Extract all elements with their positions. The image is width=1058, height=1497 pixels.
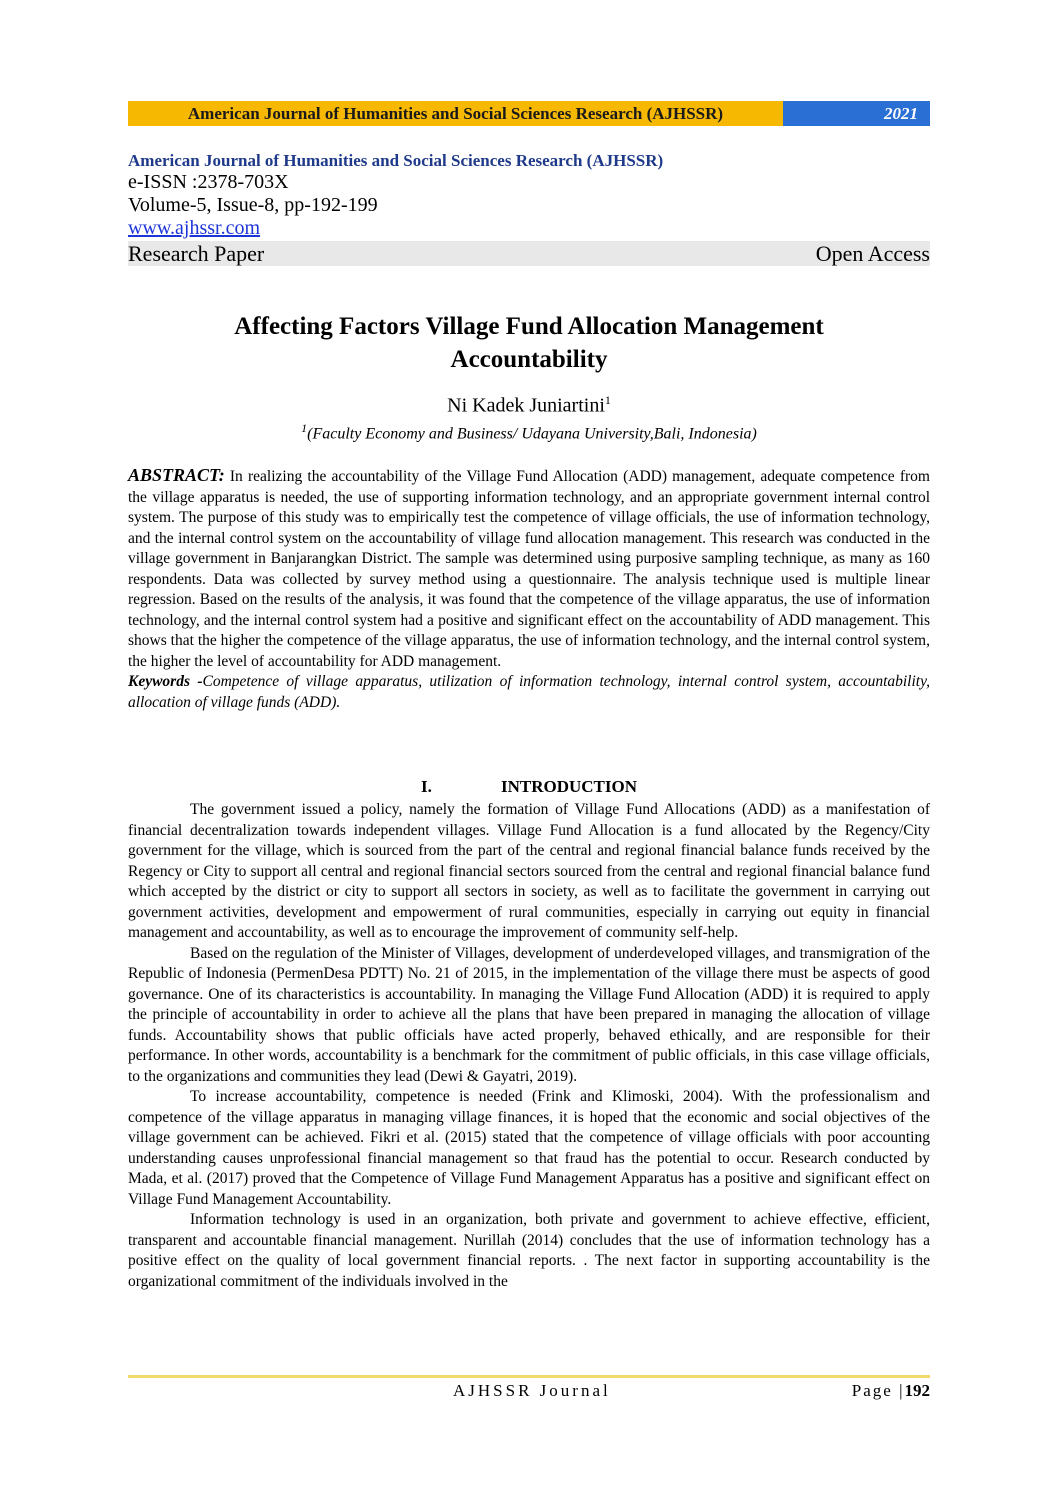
body-paragraph: Information technology is used in an organization, both private and government to achieve effective, efficient, transparent and accountable financial management. Nurillah (2014) concludes that the use of information technology has a positive effect on the quality of local government financial reports. . The next factor in supporting accountability is the organizational commitment of the individuals involved in the — [128, 1211, 930, 1290]
paper-title-line-1: Affecting Factors Village Fund Allocation Management — [234, 313, 824, 340]
keywords — [128, 672, 930, 713]
affiliation — [128, 421, 930, 443]
running-header — [128, 101, 930, 126]
body-paragraph: The government issued a policy, namely the formation of Village Fund Allocations (ADD) as a manifestation of financial decentralization towards independent villages. Village Fund Allocation is a fund allocated by the Regency/City government for the village, which is sourced from the part of the central and regional financial balance funds received by the Regency or City to support all central and regional financial sectors sourced from the central and regional financial balance fund which accepted by the district or city to support all sectors in society, as well as to facilitate the government in carrying out government activities, development and empowerment of rural communities, especially in carrying out equity in financial management and accountability, as well as to encourage the improvement of community self-help. — [128, 801, 930, 941]
body-paragraph: To increase accountability, competence is needed (Frink and Klimoski, 2004). With the professionalism and competence of the village apparatus in managing village finances, it is hoped that the economic and social objectives of the village government can be achieved. Fikri et al. (2015) stated that the competence of village officials with poor accounting understanding causes unprofessional financial management so that fraud has the potential to occur. Research conducted by Mada, et al. (2017) proved that the Competence of Village Fund Management Apparatus has a positive and significant effect on Village Fund Management Accountability. — [128, 1088, 930, 1208]
running-header-journal: American Journal of Humanities and Social Sciences Research (AJHSSR) — [128, 101, 783, 126]
journal-name: American Journal of Humanities and Social Sciences Research (AJHSSR) — [128, 151, 664, 170]
section-title: INTRODUCTION — [500, 777, 638, 796]
author-name: Ni Kadek Juniartini — [447, 394, 605, 417]
affiliation-text: (Faculty Economy and Business/ Udayana University,Bali, Indonesia) — [307, 425, 757, 443]
affiliation-superscript: 1 — [301, 421, 308, 435]
running-header-year: 2021 — [783, 101, 930, 126]
author-superscript: 1 — [604, 393, 611, 407]
article-type: Research Paper — [128, 240, 265, 266]
volume-issue: Volume-5, Issue-8, pp-192-199 — [128, 194, 378, 216]
introduction-body — [128, 800, 930, 1292]
paper-title-line-2: Accountability — [450, 346, 608, 373]
abstract — [128, 465, 930, 713]
article-type-bar — [128, 241, 930, 266]
section-number: I. — [420, 777, 432, 796]
keywords-text: Competence of village apparatus, utilization of information technology, internal control system, accountability, allocation of village funds (ADD). — [128, 673, 931, 711]
publication-meta — [128, 150, 930, 266]
body-paragraph: Based on the regulation of the Minister of Villages, development of underdeveloped villages, and transmigration of the Republic of Indonesia (PermenDesa PDTT) No. 21 of 2015, in the implementation of the village there must be aspects of good governance. One of its characteristics is accountability. In managing the Village Fund Allocation (ADD) it is required to apply the principle of accountability in order to achieve all the plans that have been prepared in managing the allocation of village funds. Accountability shows that public officials have acted properly, behaved ethically, and are responsible for their performance. In other words, accountability is a benchmark for the commitment of public officials, in this case village officials, to the organizations and communities they lead (Dewi & Gayatri, 2019). — [128, 944, 930, 1085]
section-heading — [128, 777, 930, 797]
access-type: Open Access — [815, 240, 930, 266]
abstract-text: In realizing the accountability of the Village Fund Allocation (ADD) management, adequate competence from the village apparatus is needed, the use of supporting information technology, and an appropriate government internal control system. The purpose of this study was to empirically test the competence of village officials, the use of information technology, and the internal control system on the accountability of village fund allocation management. This research was conducted in the village government in Banjarangkan District. The sample was determined using purposive sampling technique, as many as 160 respondents. Data was collected by survey method using a questionnaire. The analysis technique used is multiple linear regression. Based on the results of the analysis, it was found that the competence of the village apparatus, the use of information technology, and the internal control system had a positive and significant effect on the accountability of ADD management. This shows that the higher the competence of the village apparatus, the use of information technology, and the internal control system, the higher the level of accountability for ADD management. — [128, 468, 930, 670]
keywords-label: Keywords - — [128, 673, 203, 690]
abstract-label: ABSTRACT: — [128, 465, 225, 485]
issn: e-ISSN :2378-703X — [128, 171, 289, 193]
page-footer — [128, 1381, 930, 1405]
footer-journal: AJHSSR Journal — [453, 1381, 611, 1400]
author — [128, 393, 930, 418]
paper-title — [128, 310, 930, 376]
footer-rule — [128, 1375, 930, 1378]
footer-page — [852, 1381, 930, 1401]
page-number: 192 — [904, 1381, 930, 1400]
abstract-paragraph — [128, 465, 930, 672]
journal-website-link[interactable]: www.ajhssr.com — [128, 217, 261, 239]
footer-page-label: Page | — [851, 1381, 905, 1400]
